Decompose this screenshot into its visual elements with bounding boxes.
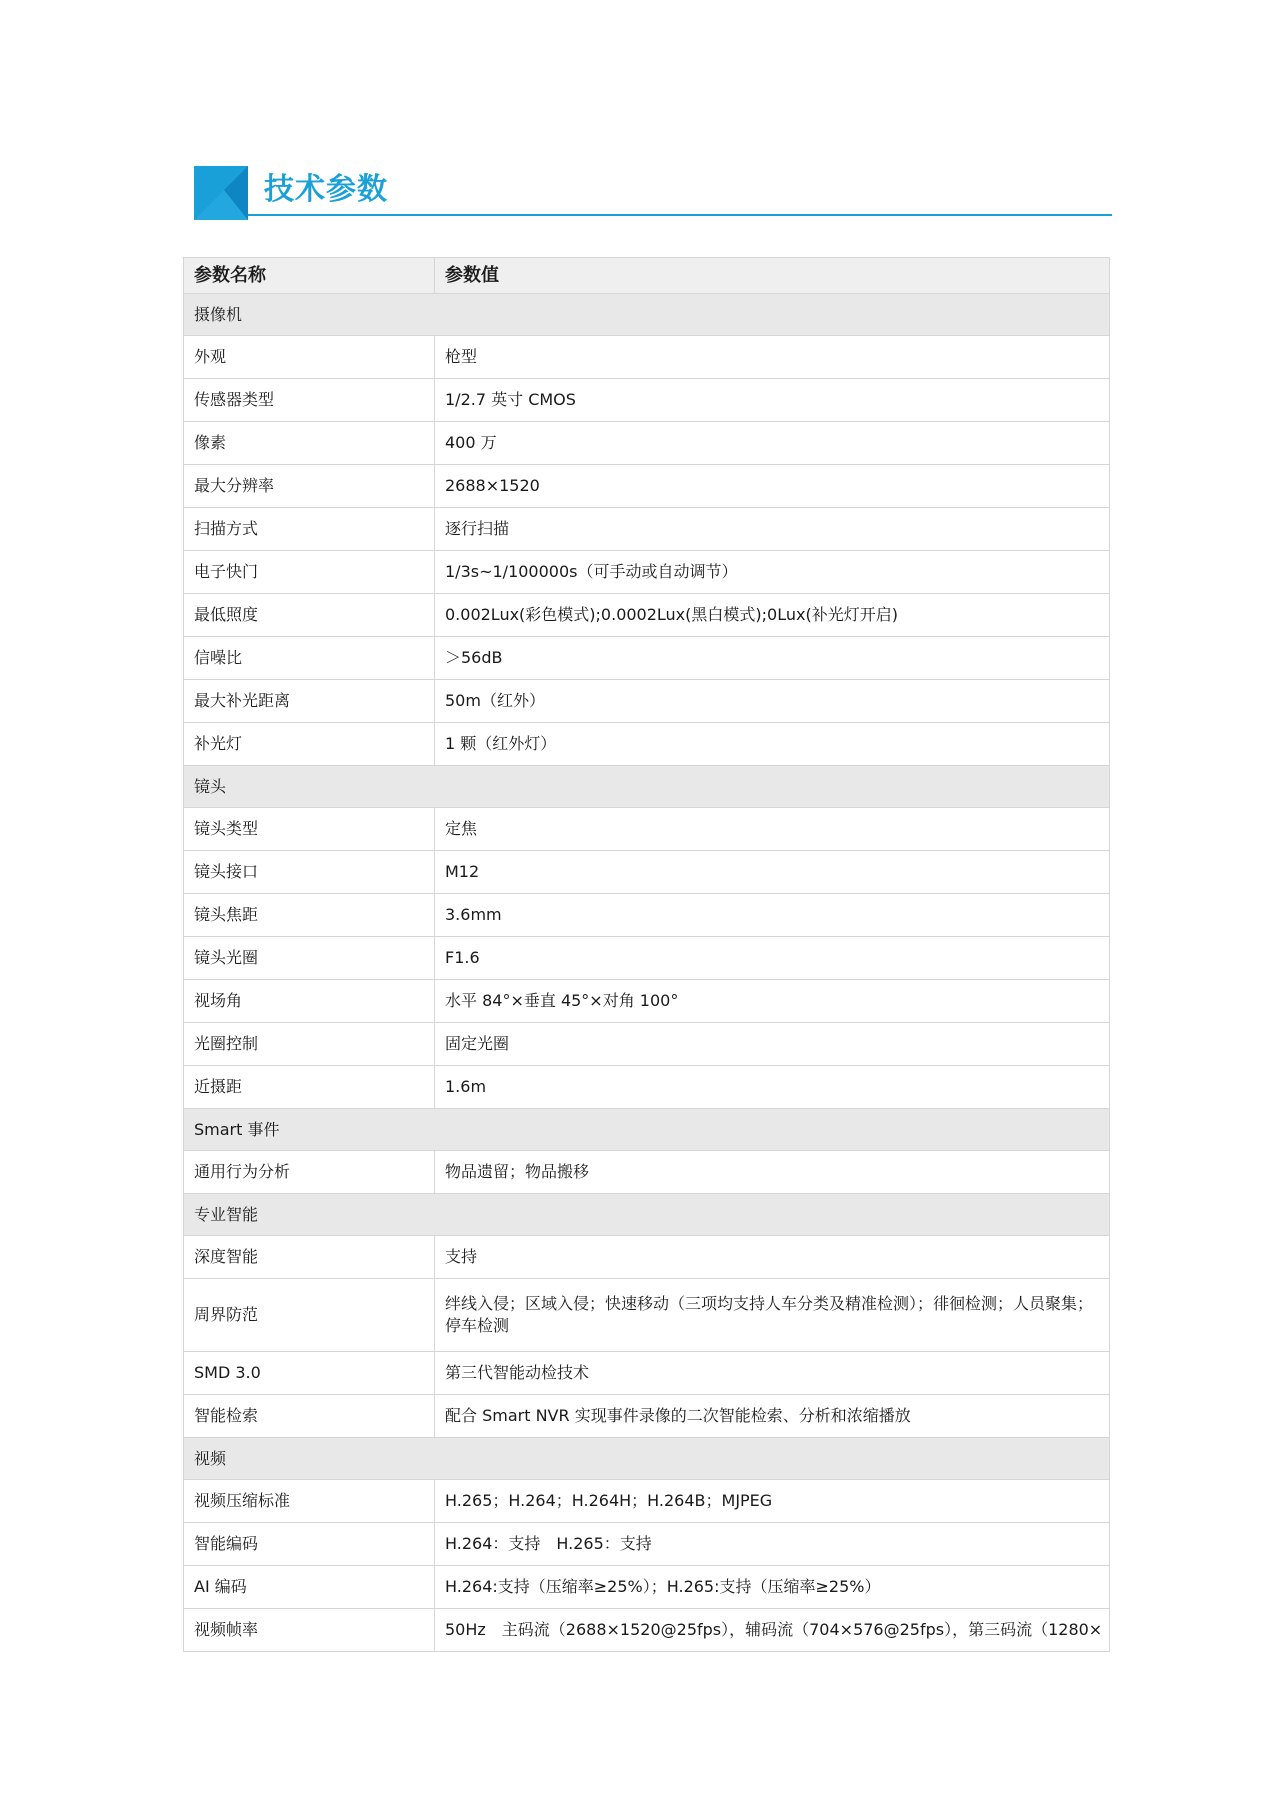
- column-header-name: 参数名称: [184, 258, 435, 294]
- param-value: 1 颗（红外灯）: [435, 723, 1110, 766]
- table-row: [184, 1023, 1110, 1066]
- param-value: ＞56dB: [435, 637, 1110, 680]
- table-row: [184, 1609, 1110, 1652]
- table-row: [184, 1279, 1110, 1352]
- param-value: 逐行扫描: [435, 508, 1110, 551]
- param-value: 定焦: [435, 808, 1110, 851]
- param-value: H.265；H.264；H.264H；H.264B；MJPEG: [435, 1480, 1110, 1523]
- param-name: 通用行为分析: [184, 1151, 435, 1194]
- table-row: [184, 1523, 1110, 1566]
- param-value: 0.002Lux(彩色模式);0.0002Lux(黑白模式);0Lux(补光灯开启): [435, 594, 1110, 637]
- table-row: [184, 1395, 1110, 1438]
- param-name: 最低照度: [184, 594, 435, 637]
- table-header-row: [184, 258, 1110, 294]
- spec-table: [183, 257, 1110, 1652]
- table-row: [184, 594, 1110, 637]
- param-name: 光圈控制: [184, 1023, 435, 1066]
- table-row: [184, 422, 1110, 465]
- header-rule: [248, 214, 1112, 216]
- param-value: H.264:支持（压缩率≥25%）；H.265:支持（压缩率≥25%）: [435, 1566, 1110, 1609]
- table-row: [184, 680, 1110, 723]
- param-name: 近摄距: [184, 1066, 435, 1109]
- param-name: 补光灯: [184, 723, 435, 766]
- param-value: 50Hz 主码流（2688×1520@25fps），辅码流（704×576@25fps），第三码流（1280×: [435, 1609, 1110, 1652]
- param-value: F1.6: [435, 937, 1110, 980]
- param-name: 信噪比: [184, 637, 435, 680]
- param-value: 第三代智能动检技术: [435, 1352, 1110, 1395]
- section-row: [184, 1438, 1110, 1480]
- param-name: 视频帧率: [184, 1609, 435, 1652]
- table-row: [184, 508, 1110, 551]
- section-title: 镜头: [184, 766, 1110, 808]
- param-value: 2688×1520: [435, 465, 1110, 508]
- table-row: [184, 808, 1110, 851]
- table-row: [184, 1151, 1110, 1194]
- table-row: [184, 637, 1110, 680]
- param-value: 水平 84°×垂直 45°×对角 100°: [435, 980, 1110, 1023]
- param-value: 固定光圈: [435, 1023, 1110, 1066]
- table-row: [184, 937, 1110, 980]
- param-name: AI 编码: [184, 1566, 435, 1609]
- table-row: [184, 379, 1110, 422]
- section-title: 专业智能: [184, 1194, 1110, 1236]
- param-value: 枪型: [435, 336, 1110, 379]
- param-name: 镜头类型: [184, 808, 435, 851]
- section-title: 摄像机: [184, 294, 1110, 336]
- table-row: [184, 551, 1110, 594]
- section-row: [184, 766, 1110, 808]
- param-name: 最大分辨率: [184, 465, 435, 508]
- param-name: 扫描方式: [184, 508, 435, 551]
- param-name: 传感器类型: [184, 379, 435, 422]
- param-name: 智能检索: [184, 1395, 435, 1438]
- section-header: [194, 166, 1112, 222]
- param-value: 400 万: [435, 422, 1110, 465]
- param-name: 外观: [184, 336, 435, 379]
- section-title: Smart 事件: [184, 1109, 1110, 1151]
- param-value: M12: [435, 851, 1110, 894]
- param-name: 镜头光圈: [184, 937, 435, 980]
- section-row: [184, 1194, 1110, 1236]
- table-row: [184, 980, 1110, 1023]
- table-row: [184, 336, 1110, 379]
- param-value: 1/3s~1/100000s（可手动或自动调节）: [435, 551, 1110, 594]
- param-name: 深度智能: [184, 1236, 435, 1279]
- table-row: [184, 1066, 1110, 1109]
- table-row: [184, 1236, 1110, 1279]
- section-row: [184, 1109, 1110, 1151]
- param-name: 像素: [184, 422, 435, 465]
- table-row: [184, 894, 1110, 937]
- param-value: H.264：支持 H.265：支持: [435, 1523, 1110, 1566]
- param-value: 3.6mm: [435, 894, 1110, 937]
- param-name: 最大补光距离: [184, 680, 435, 723]
- table-row: [184, 465, 1110, 508]
- param-value: 绊线入侵；区域入侵；快速移动（三项均支持人车分类及精准检测）；徘徊检测；人员聚集；停车检测: [435, 1279, 1110, 1352]
- param-value: 1/2.7 英寸 CMOS: [435, 379, 1110, 422]
- section-title: 视频: [184, 1438, 1110, 1480]
- section-row: [184, 294, 1110, 336]
- param-name: 镜头焦距: [184, 894, 435, 937]
- param-value: 配合 Smart NVR 实现事件录像的二次智能检索、分析和浓缩播放: [435, 1395, 1110, 1438]
- param-name: 智能编码: [184, 1523, 435, 1566]
- table-row: [184, 1480, 1110, 1523]
- column-header-value: 参数值: [435, 258, 1110, 294]
- param-value: 50m（红外）: [435, 680, 1110, 723]
- param-name: 视场角: [184, 980, 435, 1023]
- section-logo-icon: [194, 166, 248, 220]
- param-name: 周界防范: [184, 1279, 435, 1352]
- param-value: 物品遗留；物品搬移: [435, 1151, 1110, 1194]
- table-row: [184, 851, 1110, 894]
- param-value: 1.6m: [435, 1066, 1110, 1109]
- table-row: [184, 1566, 1110, 1609]
- param-value: 支持: [435, 1236, 1110, 1279]
- param-name: 电子快门: [184, 551, 435, 594]
- param-name: 视频压缩标准: [184, 1480, 435, 1523]
- param-name: 镜头接口: [184, 851, 435, 894]
- page-title: 技术参数: [264, 172, 388, 207]
- table-row: [184, 723, 1110, 766]
- param-name: SMD 3.0: [184, 1352, 435, 1395]
- table-row: [184, 1352, 1110, 1395]
